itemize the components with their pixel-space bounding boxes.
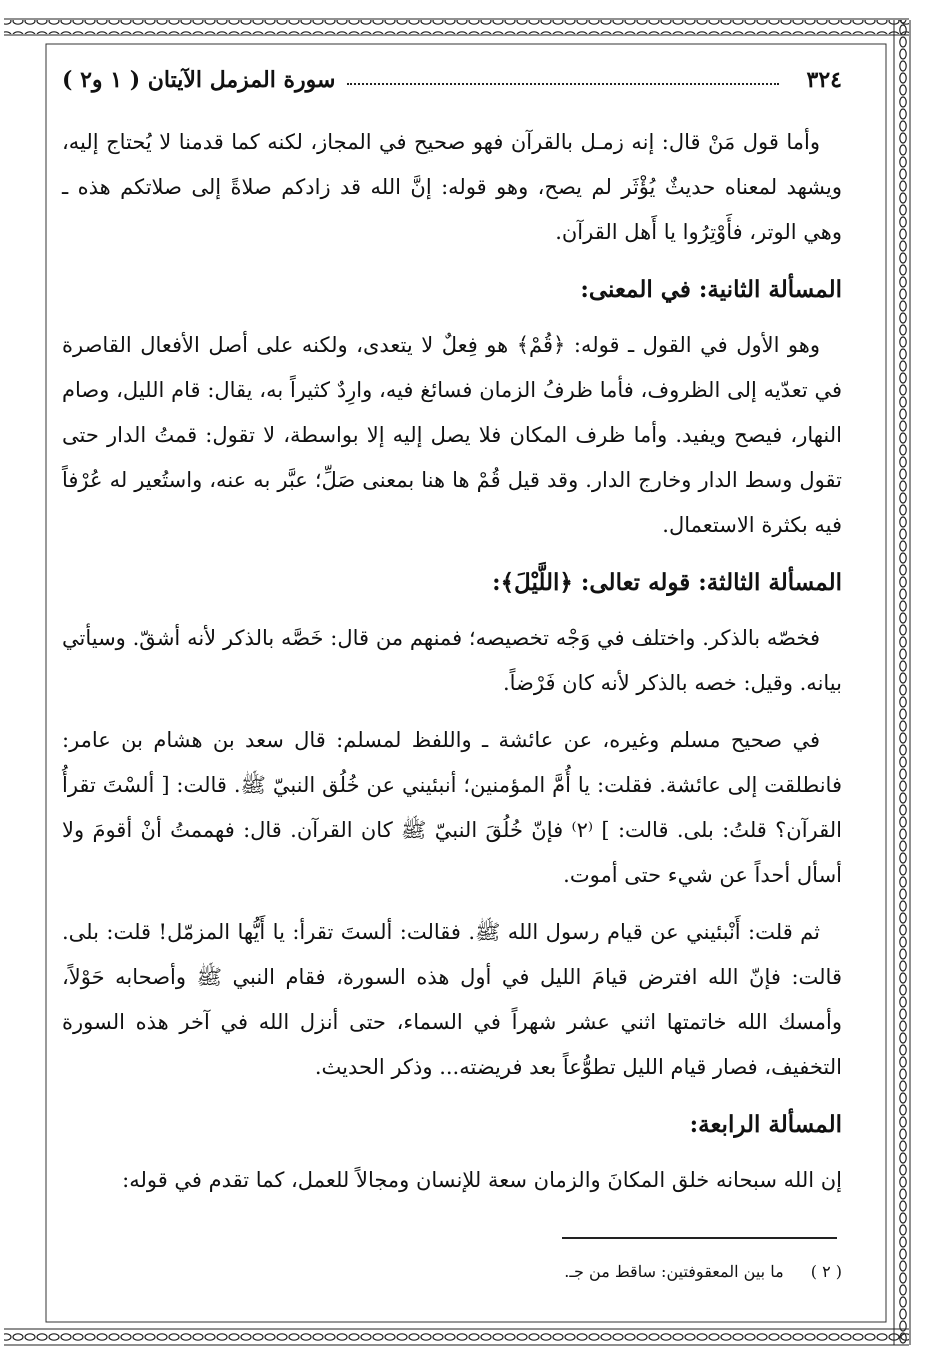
paragraph-2: وهو الأول في القول ـ قوله: ﴿قُمْ﴾ هو فِعلٌ لا يتعدى، ولكنه على أصل الأفعال القاصرة في تعدّيه إلى الظروف، فأما ظرفُ الزمان فسائغ فيه، وارِدٌ كثيراً به، يقال: قام الليل، وصام النهار، فيصح ويفيد. وأما ظرف المكان فلا يصل إليه إلا بواسطة، لا تقول: قمتُ الدار حتى تقول وسط الدار وخارج الدار. وقد قيل قُمْ ها هنا بمعنى صَلِّ؛ عبَّر به عنه، واستُعير له عُرْفاً فيه بكثرة الاستعمال. [62, 333, 842, 537]
running-header [62, 60, 842, 100]
footnote-text: ما بين المعقوفتين: ساقط من جـ. [564, 1262, 784, 1281]
heading-second-issue: المسألة الثانية: في المعنى: [580, 276, 842, 303]
heading-third-issue: المسألة الثالثة: قوله تعالى: ﴿اللَّيْلَ﴾: [492, 569, 842, 596]
paragraph-4: في صحيح مسلم وغيره، عن عائشة ـ واللفظ لمسلم: قال سعد بن هشام بن عامر: فانطلقت إلى عائشة. فقلت: يا أُمَّ المؤمنين؛ أنبئيني عن خُلُق النبيّ ﷺ. قالت: [ ألسْتَ تقرأُ القرآن؟ قلتُ: بلى. قالت: ] ⁽٢⁾ فإنّ خُلُقَ النبيّ ﷺ كان القرآن. قال: فهممتُ أنْ أقومَ ولا أسأل أحداً عن شيء حتى أموت. [62, 728, 842, 887]
footnote [564, 1262, 842, 1281]
header-leader-dots [347, 83, 778, 85]
heading-fourth-issue: المسألة الرابعة: [689, 1111, 842, 1138]
paragraph-3: فخصّه بالذكر. واختلف في وَجْه تخصيصه؛ فمنهم من قال: خَصَّه بالذكر لأنه أشقّ. وسيأتي بيانه. وقيل: خصه بالذكر لأنه كان فَرْضاً. [62, 626, 842, 695]
running-title: سورة المزمل الآيتان ( ١ و٢ ) [62, 67, 336, 93]
paragraph-5: ثم قلت: أَنْبئيني عن قيام رسول الله ﷺ. فقالت: ألستَ تقرأ: يا أَيُّها المزمّل! قلت: بلى. قالت: فإنّ الله افترض قيامَ الليل في أول هذه السورة، فقام النبي ﷺ وأصحابه حَوْلاً، وأمسك الله خاتمتها اثني عشر شهراً في السماء، حتى أنزل الله في آخر هذه السورة التخفيف، فصار قيام الليل تطوُّعاً بعد فريضته... وذكر الحديث. [62, 920, 842, 1079]
page [62, 60, 842, 1215]
main-text [62, 120, 842, 1203]
footnote-marker: ( ٢ ) [810, 1262, 842, 1281]
page-number: ٣٢٤ [806, 67, 842, 93]
paragraph-1: وأما قول مَنْ قال: إنه زمـل بالقرآن فهو صحيح في المجاز، لكنه كما قدمنا لا يُحتاج إليه، ويشهد لمعناه حديثٌ يُؤْثَر لم يصح، وهو قوله: إنَّ الله قد زادكم صلاةً إلى صلاتكم هذه ـ وهي الوتر، فأَوْتِرُوا يا أَهل القرآن. [62, 130, 842, 244]
paragraph-6: إن الله سبحانه خلق المكانَ والزمان سعة للإنسان ومجالاً للعمل، كما تقدم في قوله: [122, 1168, 842, 1192]
footnote-separator [562, 1237, 837, 1239]
